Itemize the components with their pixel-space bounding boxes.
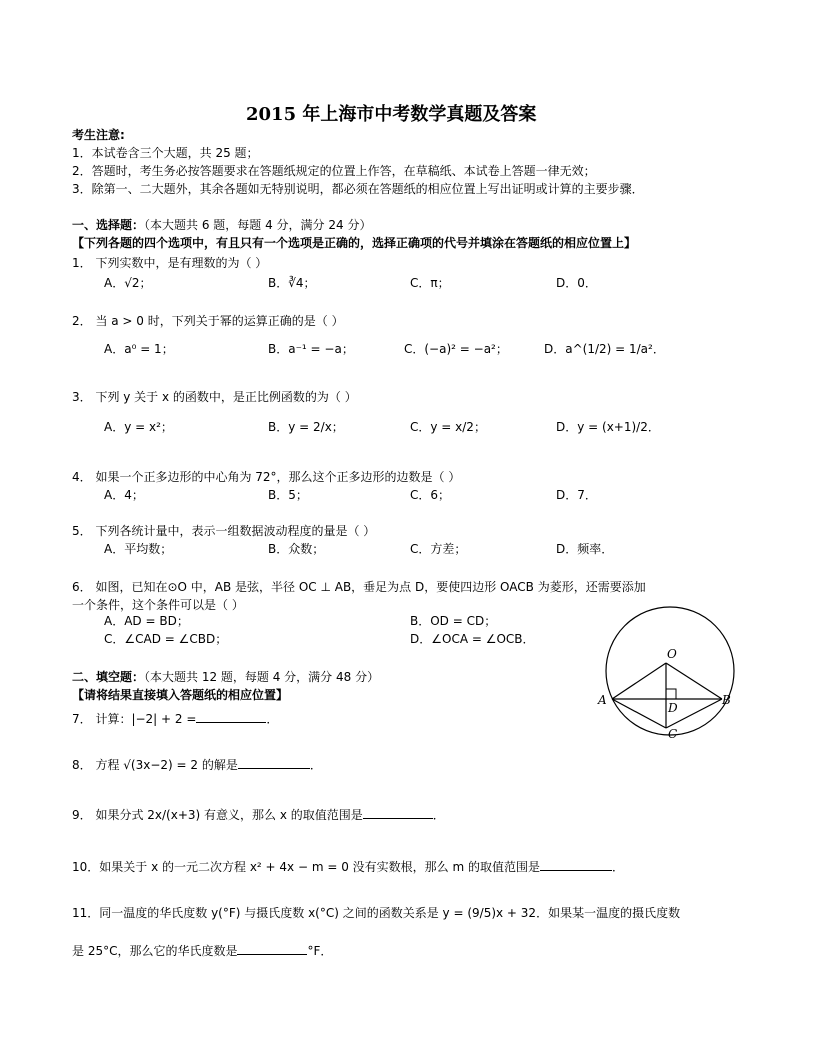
q1-option-b: B．∛4； [268,276,316,290]
q11-answer-blank [237,942,307,955]
q4-option-b: B．5； [268,488,308,502]
q4-stem: 4． 如果一个正多边形的中心角为 72°，那么这个正多边形的边数是（ ） [72,470,461,484]
q5-stem: 5． 下列各统计量中，表示一组数据波动程度的量是（ ） [72,524,376,538]
q6-option-a: A．AD = BD； [104,614,189,628]
section1-info: （本大题共 6 题，每题 4 分，满分 24 分） [144,218,372,232]
q10-text: 10．如果关于 x 的一元二次方程 x² + 4x − m = 0 没有实数根，那么 m 的取值范围是 [72,860,540,874]
page-title: 2015 年上海市中考数学真题及答案 [246,104,537,125]
label-b: B [722,693,731,707]
q4-option-a: A．4； [104,488,144,502]
q6-option-b: B．OD = CD； [410,614,497,628]
q9-end: ． [432,808,445,822]
q7-text: 7． 计算：|−2| + 2 = [72,712,197,726]
q11-line2 [72,942,332,958]
q6-stem-line2: 一个条件，这个条件可以是（ ） [72,598,244,612]
q7-end: ． [266,712,279,726]
q8 [72,756,322,772]
q7 [72,710,278,726]
q5-option-b: B．众数； [268,542,325,556]
q11-line1: 11．同一温度的华氏度数 y(°F) 与摄氏度数 x(°C) 之间的函数关系是 y = (9/5)x + 32．如果某一温度的摄氏度数 [72,906,681,920]
q2-option-b: B．a⁻¹ = −a； [268,342,354,356]
q3-option-a: A．y = x²； [104,420,173,434]
q3-stem: 3． 下列 y 关于 x 的函数中，是正比例函数的为（ ） [72,390,357,404]
segment-ob [666,663,722,699]
q10 [72,858,624,874]
section2-info: （本大题共 12 题，每题 4 分，满分 48 分） [144,670,380,684]
q8-end: ． [309,758,322,772]
section2-heading: 二、填空题： [72,670,145,684]
note-2: 2．答题时，考生务必按答题要求在答题纸规定的位置上作答，在草稿纸、本试卷上答题一律无效； [72,164,596,178]
segment-ac [612,699,666,728]
q4-option-c: C．6； [410,488,451,502]
q1-option-c: C．π； [410,276,450,290]
q2-option-a: A．a⁰ = 1； [104,342,174,356]
q6-stem-line1: 6． 如图，已知在⊙O 中，AB 是弦，半径 OC ⊥ AB，垂足为点 D，要使四边形 OACB 为菱形，还需要添加 [72,580,646,594]
q3-option-b: B．y = 2/x； [268,420,344,434]
q1-stem: 1． 下列实数中，是有理数的为（ ） [72,256,268,270]
segment-oa [612,663,666,699]
q3-option-d: D．y = (x+1)/2． [556,420,660,434]
note-3: 3．除第一、二大题外，其余各题如无特别说明，都必须在答题纸的相应位置上写出证明或计算的主要步骤． [72,182,644,196]
q2-option-c: C．(−a)² = −a²； [404,342,508,356]
note-1: 1．本试卷含三个大题，共 25 题； [72,146,259,160]
section2-instruction: 【请将结果直接填入答题纸的相应位置】 [72,688,289,702]
section1-header [72,218,371,232]
notes-heading: 考生注意: [72,128,125,142]
q1-option-d: D．0． [556,276,597,290]
q5-option-c: C．方差； [410,542,467,556]
q1-option-a: A．√2； [104,276,152,290]
label-a: A [598,693,607,707]
q10-end: ． [611,860,624,874]
q8-answer-blank [238,756,310,769]
q5-option-a: A．平均数； [104,542,173,556]
label-d: D [668,701,678,715]
q5-option-d: D．频率． [556,542,614,556]
q7-answer-blank [196,710,266,723]
section2-header [72,670,379,684]
right-angle-mark [666,689,676,699]
q11-end: °F． [307,944,333,958]
q11-text: 是 25°C，那么它的华氏度数是 [72,944,238,958]
q6-option-d: D．∠OCA = ∠OCB． [410,632,535,646]
label-c: C [668,727,678,741]
q4-option-d: D．7． [556,488,597,502]
label-o: O [667,647,677,661]
q3-option-c: C．y = x/2； [410,420,486,434]
q6-option-c: C．∠CAD = ∠CBD； [104,632,228,646]
circle-figure [596,600,746,750]
q2-stem: 2． 当 a > 0 时，下列关于幂的运算正确的是（ ） [72,314,344,328]
circle-o [606,607,734,735]
q8-text: 8． 方程 √(3x−2) = 2 的解是 [72,758,238,772]
q10-answer-blank [540,858,612,871]
section1-instruction: 【下列各题的四个选项中，有且只有一个选项是正确的，选择正确项的代号并填涂在答题纸的相应位置上】 [72,236,637,250]
section1-heading: 一、选择题： [72,218,145,232]
q9-answer-blank [363,806,433,819]
q9 [72,806,445,822]
q2-option-d: D．a^(1/2) = 1/a²． [544,342,665,356]
q9-text: 9． 如果分式 2x/(x+3) 有意义，那么 x 的取值范围是 [72,808,363,822]
